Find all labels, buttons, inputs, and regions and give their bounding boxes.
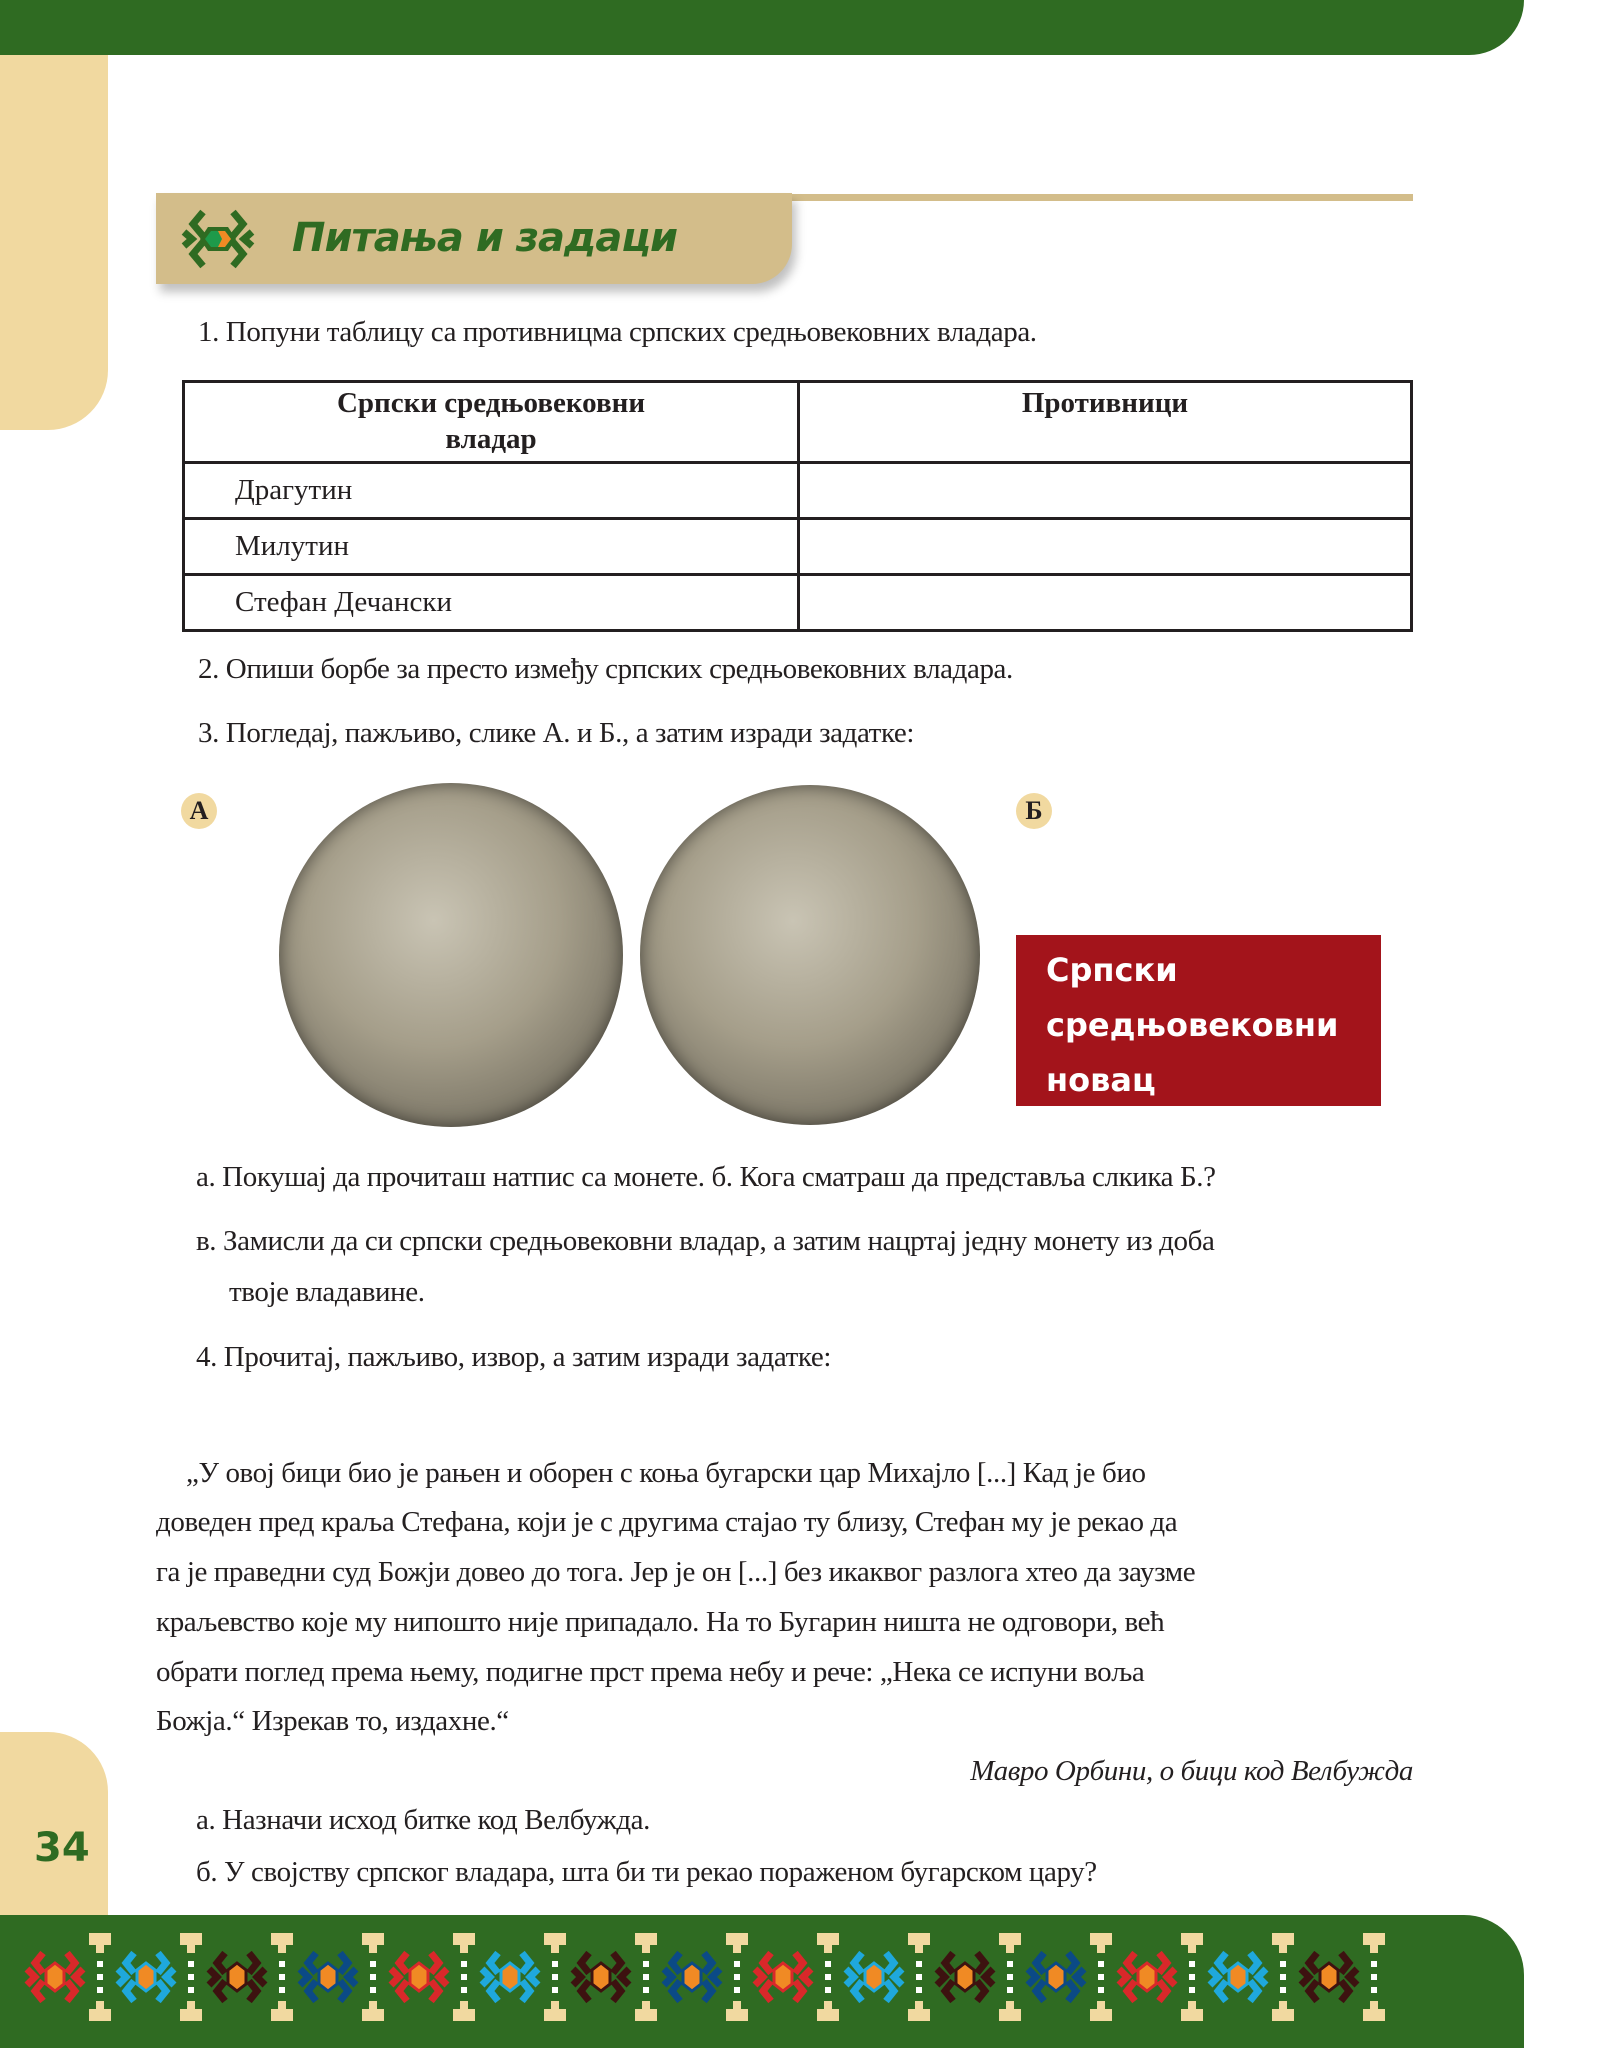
bottom-banner (0, 1915, 1524, 2048)
pillar-icon (180, 1933, 202, 2021)
rulers-table (182, 380, 1413, 632)
task-4b: б. У својству српског владара, шта би ти рекао пораженом бугарском цару? (196, 1856, 1097, 1888)
motif-icon (664, 1953, 720, 2001)
task-3v: в. Замисли да си српски средњовековни владар, а затим нацртај једну монету из доба (196, 1225, 1215, 1257)
column-header-ruler: Српски средњовековни владар (184, 382, 799, 463)
opponents-cell[interactable] (799, 575, 1412, 631)
task-3a: а. Покушај да прочиташ натпис са монете. б. Кога сматраш да представља слкика Б.? (196, 1161, 1216, 1193)
badge-a: А (181, 793, 217, 829)
motif-icon (391, 1953, 447, 2001)
pillar-icon (726, 1933, 748, 2021)
question-3: 3. Погледај, пажљиво, слике А. и Б., а затим изради задатке: (198, 717, 915, 749)
badge-b: Б (1016, 793, 1052, 829)
quote-line: краљевство које му нипошто није припадало. На то Бугарин ништа не одговори, већ (156, 1606, 1165, 1638)
motif-icon (1301, 1953, 1357, 2001)
column-header-opponents: Противници (799, 382, 1412, 463)
quote-attribution: Мавро Орбини, о бици код Велбужда (970, 1755, 1413, 1787)
pillar-icon (817, 1933, 839, 2021)
pillar-icon (999, 1933, 1021, 2021)
pillar-icon (635, 1933, 657, 2021)
pillar-icon (1090, 1933, 1112, 2021)
motif-icon (573, 1953, 629, 2001)
coin-image-a (279, 783, 623, 1127)
ornament-icon (178, 204, 258, 274)
quote-line: га је праведни суд Божји довео до тога. Јер је он [...] без икаквог разлога хтео да заузме (156, 1556, 1196, 1588)
motif-icon (846, 1953, 902, 2001)
motif-icon (118, 1953, 174, 2001)
table-header-row (184, 382, 1412, 463)
pillar-icon (362, 1933, 384, 2021)
header-rule (790, 194, 1413, 201)
motif-icon (937, 1953, 993, 2001)
ruler-cell: Милутин (184, 519, 799, 575)
table-row (184, 463, 1412, 519)
section-title: Питања и задаци (292, 215, 677, 261)
pillar-icon (908, 1933, 930, 2021)
page-number: 34 (34, 1825, 90, 1871)
quote-line: Божја.“ Изрекав то, издахне.“ (156, 1705, 509, 1737)
motif-icon (482, 1953, 538, 2001)
table-row (184, 575, 1412, 631)
pillar-icon (1181, 1933, 1203, 2021)
motif-icon (1119, 1953, 1175, 2001)
caption-box: Српски средњовековни новац (1016, 935, 1381, 1106)
pillar-icon (544, 1933, 566, 2021)
opponents-cell[interactable] (799, 463, 1412, 519)
task-3v-cont: твоје владавине. (229, 1276, 425, 1308)
quote-line: обрати поглед према њему, подигне прст према небу и рече: „Нека се испуни воља (156, 1656, 1145, 1688)
pillar-icon (1363, 1933, 1385, 2021)
side-tab-top (0, 55, 108, 430)
motif-icon (755, 1953, 811, 2001)
ruler-cell: Стефан Дечански (184, 575, 799, 631)
motif-icon (1210, 1953, 1266, 2001)
task-4a: а. Назначи исход битке код Велбужда. (196, 1804, 650, 1836)
pillar-icon (271, 1933, 293, 2021)
table-row (184, 519, 1412, 575)
top-banner (0, 0, 1524, 55)
question-1: 1. Попуни таблицу са противницма српских средњовековних владара. (198, 316, 1037, 348)
question-2: 2. Опиши борбе за престо између српских средњовековних владара. (198, 653, 1013, 685)
ruler-cell: Драгутин (184, 463, 799, 519)
question-4: 4. Прочитај, пажљиво, извор, а затим изради задатке: (196, 1341, 831, 1373)
opponents-cell[interactable] (799, 519, 1412, 575)
quote-line: „У овој бици био је рањен и оборен с коња бугарски цар Михајло [...] Кад је био (186, 1457, 1146, 1489)
motif-icon (300, 1953, 356, 2001)
pillar-icon (1272, 1933, 1294, 2021)
quote-line: доведен пред краља Стефана, који је с другима стајао ту близу, Стефан му је рекао да (156, 1506, 1178, 1538)
pillar-icon (453, 1933, 475, 2021)
motif-icon (1028, 1953, 1084, 2001)
coin-image-b (640, 785, 980, 1125)
folk-pattern-border (0, 1915, 1524, 2048)
pillar-icon (89, 1933, 111, 2021)
motif-icon (209, 1953, 265, 2001)
motif-icon (27, 1953, 83, 2001)
